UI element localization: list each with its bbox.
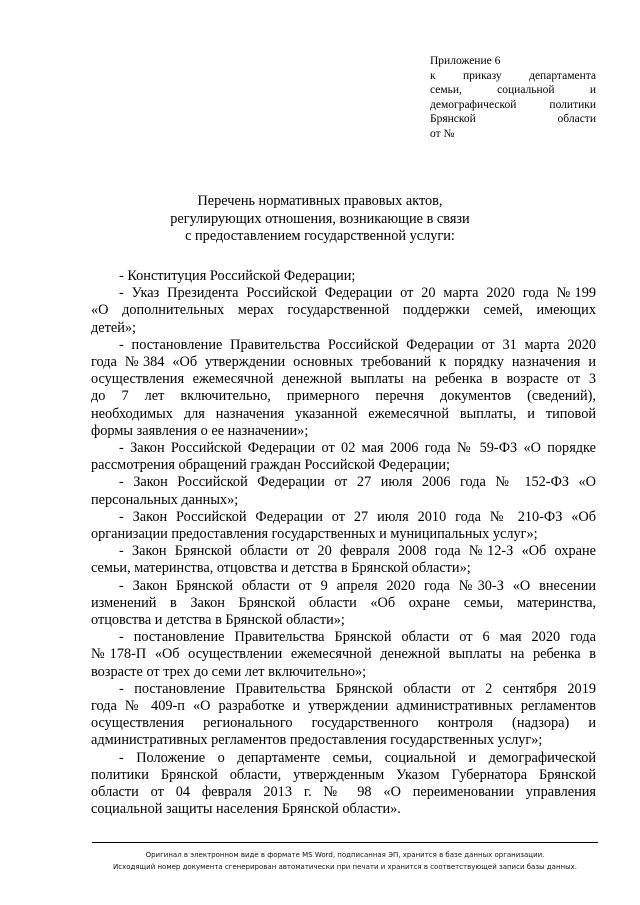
act-item-line: - Положение о департаменте семьи, социальной и демографической: [119, 749, 596, 766]
act-item-line: - Закон Российской Федерации от 27 июля 2010 года № 210-ФЗ «Об: [119, 508, 596, 525]
act-item-line: социальной защиты населения Брянской области».: [91, 801, 401, 818]
act-item-line: №178-П «Об осуществлении ежемесячной денежной выплаты на ребенка в: [91, 646, 596, 663]
appendix-line: к приказу департамента: [430, 69, 596, 82]
act-item-line: - постановление Правительства Российской Федерации от 31 марта 2020: [119, 336, 596, 353]
act-item-line: возрасте от трех до семи лет включительно»;: [91, 663, 367, 680]
act-item: [91, 285, 596, 337]
document-footer: [92, 842, 598, 873]
act-item-line: осуществления ежемесячной денежной выплаты на ребенка в возрасте от 3: [91, 371, 596, 388]
appendix-block: [430, 54, 596, 142]
title-line: с предоставлением государственной услуги:: [185, 228, 455, 244]
act-item-line: года №384 «Об утверждении основных требований к порядку назначения и: [91, 354, 596, 371]
act-item-line: - Закон Брянской области от 20 февраля 2008 года №12-З «Об охране: [119, 543, 596, 560]
appendix-line: Приложение 6: [430, 55, 501, 67]
act-item: [91, 629, 596, 681]
act-item-line: - постановление Правительства Брянской области от 2 сентября 2019: [119, 680, 596, 697]
act-item-line: - Закон Российской Федерации от 02 мая 2006 года № 59-ФЗ «О порядке: [119, 440, 596, 457]
act-item: [91, 268, 596, 285]
act-item-line: административных регламентов предоставления государственных услуг»;: [91, 732, 543, 749]
title-line: регулирующих отношения, возникающие в связи: [170, 210, 470, 227]
footer-note-number: Исходящий номер документа сгенерирован автоматически при печати и хранится в соответствующей записи базы данных.: [113, 863, 577, 871]
act-item-line: изменений в Закон Брянской области «Об охране семьи, материнства,: [91, 594, 596, 611]
act-item-line: организации предоставления государственных и муниципальных услуг»;: [91, 526, 538, 543]
act-item: [91, 440, 596, 474]
appendix-line: демографической политики: [430, 98, 596, 111]
act-item-line: - Указ Президента Российской Федерации от 20 марта 2020 года №199: [119, 285, 596, 302]
act-item-line: - Конституция Российской Федерации;: [119, 268, 356, 284]
act-item: [91, 578, 596, 630]
appendix-line: семьи, социальной и: [430, 84, 596, 97]
act-item-line: осуществления регионального государственного контроля (надзора) и: [91, 715, 596, 732]
act-item: [91, 750, 596, 819]
act-item-line: до 7 лет включительно, примерного перечня документов (сведений),: [91, 388, 596, 405]
act-item-line: области от 04 февраля 2013 г. № 98 «О переименовании управления: [91, 784, 596, 801]
act-item-line: политики Брянской области, утвержденным Указом Губернатора Брянской: [91, 766, 596, 783]
appendix-line: от №: [430, 127, 455, 140]
act-item-line: года № 409-п «О разработке и утверждении административных регламентов: [91, 698, 596, 715]
footer-note-original: Оригинал в электронном виде в формате MS Word, подписанная ЭП, хранится в базе данных организации.: [145, 851, 545, 859]
act-item-line: необходимых для назначения указанной ежемесячной выплаты, и типовой: [91, 405, 596, 422]
act-item: [91, 509, 596, 543]
act-item-line: - постановление Правительства Брянской области от 6 мая 2020 года: [119, 629, 596, 646]
act-item: [91, 474, 596, 508]
appendix-line: Брянской области: [430, 113, 596, 126]
act-item-line: - Закон Брянской области от 9 апреля 2020 года №30-З «О внесении: [119, 577, 596, 594]
acts-list: [91, 268, 596, 819]
act-item-line: персональных данных»;: [91, 491, 239, 508]
act-item-line: рассмотрения обращений граждан Российской Федерации;: [91, 457, 450, 474]
document-title: [150, 193, 490, 246]
act-item: [91, 543, 596, 577]
act-item-line: «О дополнительных мерах государственной поддержки семей, имеющих: [91, 302, 596, 319]
act-item-line: семьи, материнства, отцовства и детства в Брянской области»;: [91, 560, 471, 577]
act-item-line: детей»;: [91, 319, 136, 336]
act-item: [91, 681, 596, 750]
title-line: Перечень нормативных правовых актов,: [197, 193, 443, 209]
act-item: [91, 337, 596, 440]
act-item-line: - Закон Российской Федерации от 27 июля 2006 года № 152-ФЗ «О: [119, 474, 596, 491]
act-item-line: отцовства и детства в Брянской области»;: [91, 612, 345, 629]
act-item-line: формы заявления о ее назначении»;: [91, 422, 309, 439]
